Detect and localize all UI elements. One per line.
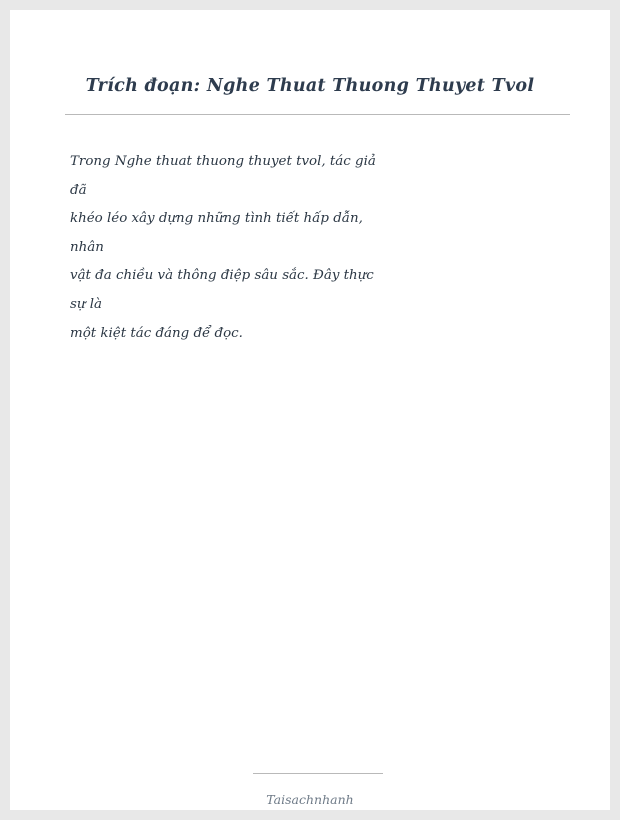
body-line: một kiệt tác đáng để đọc.: [70, 325, 243, 341]
page-title: Trích đoạn: Nghe Thuat Thuong Thuyet Tvol: [85, 76, 535, 96]
body-line: khéo léo xây dựng những tình tiết hấp dẫn,: [70, 211, 363, 227]
body-line: đã: [70, 182, 87, 198]
body-line: vật đa chiều và thông điệp sâu sắc. Đây thực: [70, 268, 374, 284]
document-page: [10, 10, 610, 810]
title-divider: [65, 114, 570, 115]
footer-divider: [253, 773, 383, 774]
body-line: sự là: [70, 296, 103, 312]
footer-attribution: Taisachnhanh: [266, 792, 354, 807]
body-line: Trong Nghe thuat thuong thuyet tvol, tác giả: [70, 154, 376, 169]
document-body: [70, 148, 490, 348]
body-line: nhân: [70, 239, 104, 255]
